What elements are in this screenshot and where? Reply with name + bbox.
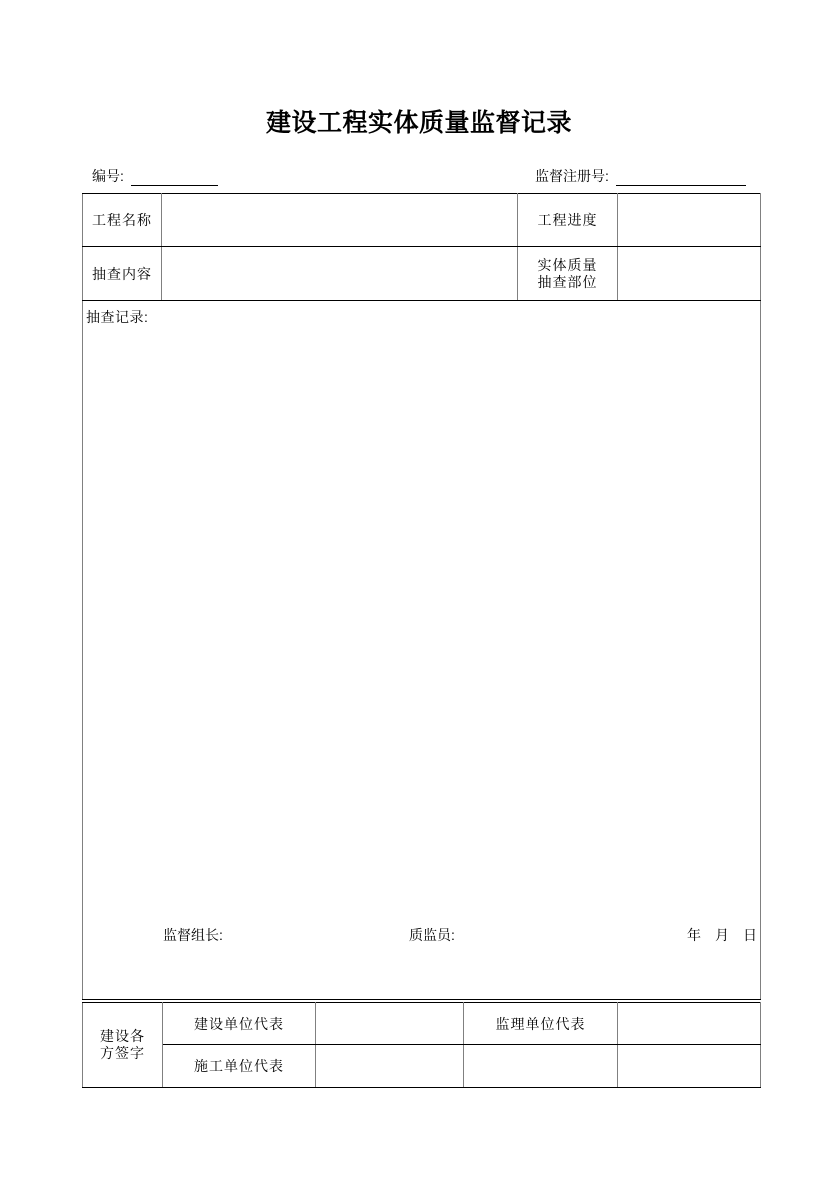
project-name-field[interactable] [162,194,518,247]
form-title: 建设工程实体质量监督记录 [265,109,572,137]
signature-blank-cell[interactable] [464,1045,618,1088]
inspection-record-area[interactable] [83,327,760,919]
contractor-rep-label: 施工单位代表 [163,1045,316,1088]
signature-group-label-line2: 方签字 [100,1045,145,1061]
signature-group-label [83,1003,163,1088]
supervision-reg-field[interactable] [616,170,746,186]
quality-inspector-label: 质监员: [409,927,455,943]
builder-rep-sign-field[interactable] [316,1003,464,1045]
entity-quality-part-label-line2: 抽查部位 [537,273,598,290]
entity-quality-part-label [518,247,618,301]
info-table [82,193,761,1000]
signature-table [82,1002,761,1088]
table-row [83,301,761,1000]
table-row [83,1003,761,1045]
inspection-record-label: 抽查记录: [86,309,149,325]
project-name-label: 工程名称 [83,194,162,247]
form-number-field[interactable] [131,170,218,186]
entity-quality-part-label-line1: 实体质量 [537,256,598,273]
supervisor-rep-label: 监理单位代表 [464,1003,618,1045]
table-row [83,247,761,301]
table-row [83,1045,761,1088]
supervision-reg-label: 监督注册号: [535,168,609,184]
project-progress-label: 工程进度 [518,194,618,247]
date-label: 年 月 日 [687,927,757,943]
form-number-label: 编号: [92,168,124,184]
supervisor-rep-sign-field[interactable] [618,1003,761,1045]
reference-line [82,166,760,186]
supervision-reg-group [535,166,746,186]
inspection-content-field[interactable] [162,247,518,301]
record-footer [83,925,760,942]
inspection-content-label: 抽查内容 [83,247,162,301]
inspection-record-cell [83,301,761,1000]
contractor-rep-sign-field[interactable] [316,1045,464,1088]
signature-blank-cell[interactable] [618,1045,761,1088]
signature-group-label-line1: 建设各 [100,1028,145,1044]
form-number-group [92,166,218,186]
supervision-leader-label: 监督组长: [163,927,223,943]
entity-quality-part-field[interactable] [618,247,761,301]
builder-rep-label: 建设单位代表 [163,1003,316,1045]
table-row [83,194,761,247]
project-progress-field[interactable] [618,194,761,247]
